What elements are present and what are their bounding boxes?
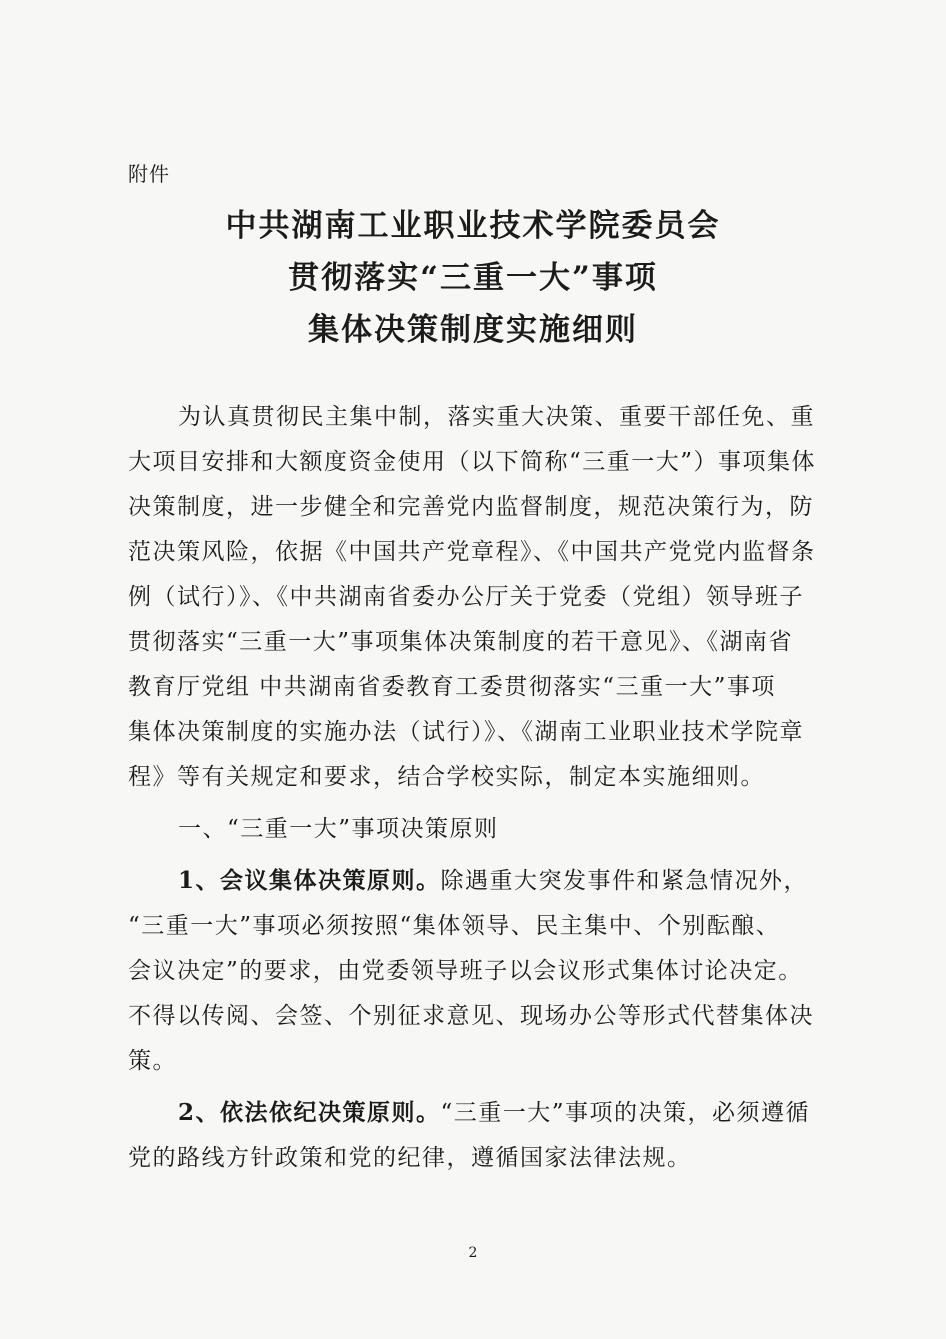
intro-line: 为认真贯彻民主集中制，落实重大决策、重要干部任免、重 bbox=[178, 404, 815, 430]
intro-line: 范决策风险，依据《中国共产党章程》、《中国共产党党内监督条 bbox=[128, 539, 816, 565]
principle-1-first-line bbox=[178, 862, 808, 895]
principle-2-first-line bbox=[178, 1094, 810, 1127]
principle-1-line: 会议决定”的要求，由党委领导班子以会议形式集体讨论决定。 bbox=[128, 958, 803, 984]
page-number: 2 bbox=[468, 1245, 478, 1261]
intro-line: 例（试行）》、《中共湖南省委办公厅关于党委（党组）领导班子 bbox=[128, 584, 804, 610]
attachment-label: 附件 bbox=[128, 162, 170, 186]
section-heading: 一、“三重一大”事项决策原则 bbox=[178, 816, 499, 842]
principle-2-line: 党的路线方针政策和党的纪律，遵循国家法律法规。 bbox=[128, 1145, 692, 1171]
intro-line: 贯彻落实“三重一大”事项集体决策制度的若干意见》、《湖南省 bbox=[128, 629, 794, 655]
intro-line: 程》等有关规定和要求，结合学校实际，制定本实施细则。 bbox=[128, 764, 765, 790]
title-line-2: 贯彻落实“三重一大”事项 bbox=[288, 260, 658, 296]
intro-line: 决策制度，进一步健全和完善党内监督制度，规范决策行为，防 bbox=[128, 494, 814, 520]
title-line-3: 集体决策制度实施细则 bbox=[308, 312, 638, 348]
principle-1-line: 不得以传阅、会签、个别征求意见、现场办公等形式代替集体决 bbox=[128, 1003, 814, 1029]
intro-line: 集体决策制度的实施办法（试行）》、《湖南工业职业技术学院章 bbox=[128, 719, 804, 745]
intro-line: 大项目安排和大额度资金使用（以下简称“三重一大”）事项集体 bbox=[128, 449, 817, 475]
principle-2-text: “三重一大”事项的决策，必须遵循 bbox=[440, 1100, 811, 1126]
intro-line: 教育厅党组 中共湖南省委教育工委贯彻落实“三重一大”事项 bbox=[128, 674, 776, 700]
title-line-1: 中共湖南工业职业技术学院委员会 bbox=[225, 208, 721, 244]
principle-1-line: “三重一大”事项必须按照“集体领导、民主集中、个别酝酿、 bbox=[128, 913, 781, 939]
principle-1-line: 策。 bbox=[128, 1048, 177, 1074]
principle-1-label: 1、会议集体决策原则。 bbox=[178, 867, 441, 894]
principle-2-label: 2、依法依纪决策原则。 bbox=[178, 1099, 441, 1126]
principle-1-text: 除遇重大突发事件和紧急情况外， bbox=[440, 868, 809, 894]
